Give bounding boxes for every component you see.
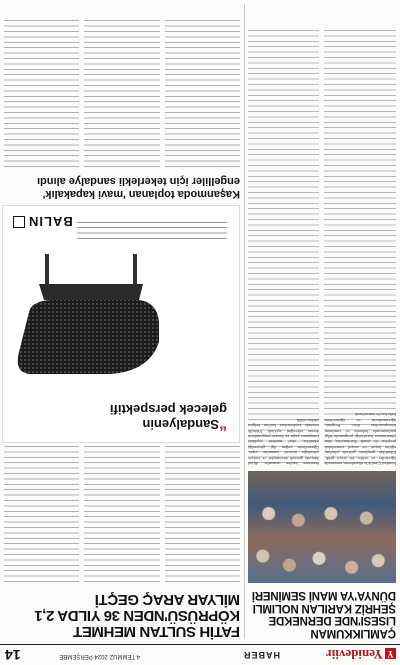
right-article xyxy=(4,435,240,639)
right-body xyxy=(4,435,240,585)
crowd-image xyxy=(248,471,396,583)
right-headline: FATİH SULTAN MEHMET KÖPRÜSÜ'NDEN 36 YILDA 2,1 MİLYAR ARAÇ GEÇTİ xyxy=(34,591,240,640)
right-body-column-3 xyxy=(4,435,79,585)
chair-advertisement xyxy=(2,205,240,443)
bottom-headline: Kaşanmoda toplanan 'mavi kapakalık' engelliler için tekerlekli sandalye alındı xyxy=(37,175,240,200)
ad-quote-text: Sandalyenin gelecek perspektifi xyxy=(109,402,227,432)
ad-brand xyxy=(13,214,73,229)
ad-brand-name: BALIN xyxy=(28,214,73,229)
page-header xyxy=(0,644,400,665)
brand-square-icon xyxy=(13,216,25,228)
right-body-column-1 xyxy=(165,435,240,585)
ad-quote xyxy=(107,402,227,432)
brand-logo xyxy=(326,646,396,662)
brand-mark-icon: Y xyxy=(385,648,396,659)
section-label: HABER xyxy=(242,650,280,660)
left-body-column-2: Seminere katılan uzmanlar, dijital dünyada güvenli davranışlar ve kariyer yolculuğu üzerine sunumlar yaptı. Öğrencilerin yoğun ilgi gösterdiği etkinlikte, okul müdürü teşekkür konuşması yaptı ve benzer programların devam edeceğini açıkladı. Etkinlik sonunda katılımcılara katılım belgesi takdim edildi. xyxy=(248,26,320,466)
quote-mark-icon: “ xyxy=(219,416,227,433)
left-headline: ÇAMLIKKUMAN LISESI'NDE DERNEKDE ŞEHRİZ KARILAN NOLIMLI DÜNYA'YA MANİ SEMİNERİ xyxy=(251,589,396,639)
column-divider xyxy=(244,4,245,639)
bottom-article xyxy=(4,20,240,200)
article-photo xyxy=(248,471,396,583)
left-body-column-1: İstanbul Çamlık'ta düzenlenen seminerde öğrenciler ve veliler bir araya geldi. Etkinlikte gençlerin gelecek planları, eğitim hayatı ve sosyal sorumluluk projeleri ele alındı. Katılımcılar, okul yönetiminin hazırladığı programda bilgi paylaşımında bulundu ve sorularını konuşmacılara iletti. Program, öğretmenlerin ve öğrencilerin katkılarıyla tamamlandı. xyxy=(325,26,397,466)
issue-date: 4 TEMMUZ 2024 PERŞEMBE xyxy=(59,653,140,659)
brand-name: Yenideviir xyxy=(325,647,383,662)
bottom-body-column-3 xyxy=(4,20,79,170)
page-number: 14 xyxy=(5,647,21,663)
right-body-column-2 xyxy=(84,435,159,585)
bottom-body xyxy=(4,20,240,170)
bottom-body-column-1 xyxy=(165,20,240,170)
bottom-body-column-2 xyxy=(84,20,159,170)
left-body xyxy=(248,26,396,466)
left-article xyxy=(248,26,396,639)
chair-illustration xyxy=(9,252,179,382)
ad-caption xyxy=(77,220,227,242)
